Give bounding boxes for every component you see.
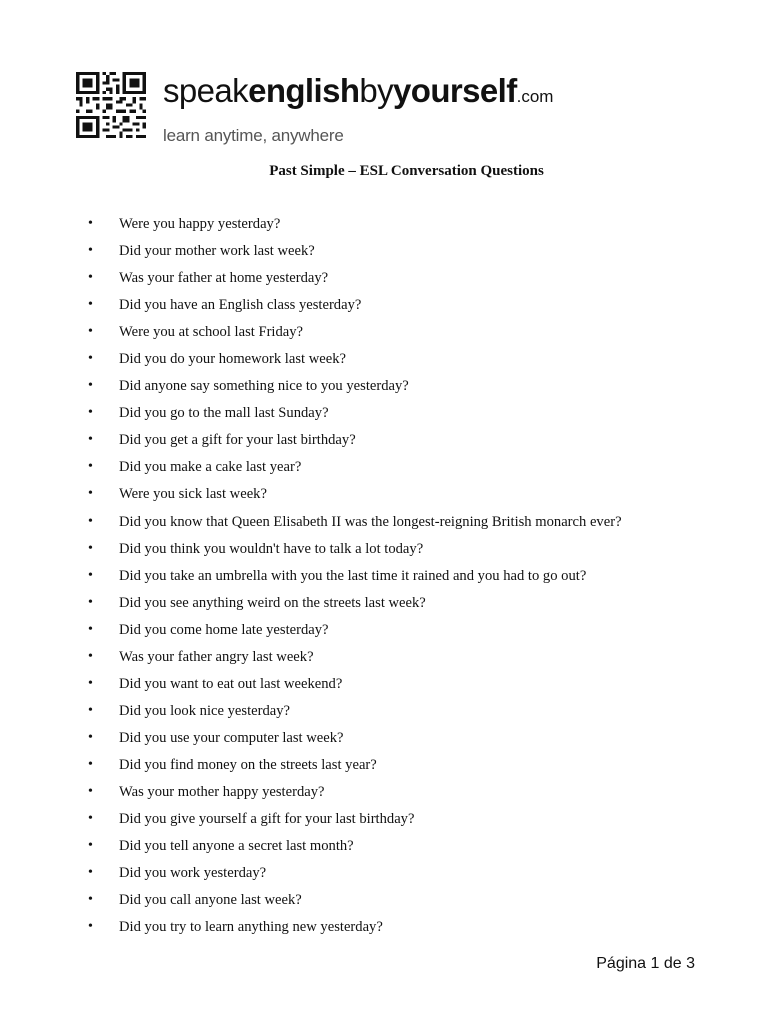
- list-item: [88, 783, 622, 810]
- question-text: Did you go to the mall last Sunday?: [119, 405, 329, 422]
- bullet-icon: •: [88, 702, 93, 718]
- question-text: Did you call anyone last week?: [119, 892, 302, 909]
- bullet-icon: •: [88, 324, 93, 340]
- bullet-icon: •: [88, 351, 93, 367]
- bullet-icon: •: [88, 216, 93, 231]
- question-text: Did you come home late yesterday?: [119, 621, 329, 638]
- list-item: [88, 540, 622, 567]
- list-item: [88, 215, 622, 242]
- question-text: Did you tell anyone a secret last month?: [119, 838, 354, 855]
- site-logo-text: [163, 72, 553, 116]
- bullet-icon: •: [88, 838, 93, 854]
- list-item: [88, 810, 622, 837]
- list-item: [88, 864, 622, 891]
- list-item: [88, 648, 622, 675]
- bullet-icon: •: [88, 540, 93, 556]
- bullet-icon: •: [88, 621, 93, 637]
- question-text: Did you try to learn anything new yesterday?: [119, 919, 383, 936]
- bullet-icon: •: [88, 729, 93, 745]
- site-header: [76, 72, 676, 145]
- question-text: Did you get a gift for your last birthday?: [119, 432, 356, 449]
- bullet-icon: •: [88, 811, 93, 827]
- list-item: [88, 431, 622, 458]
- brand-part-english: english: [248, 72, 360, 109]
- question-text: Did your mother work last week?: [119, 243, 315, 260]
- list-item: [88, 891, 622, 918]
- brand-part-yourself: yourself: [393, 72, 517, 109]
- list-item: [88, 702, 622, 729]
- question-text: Did you think you wouldn't have to talk a lot today?: [119, 540, 424, 557]
- bullet-icon: •: [88, 243, 93, 259]
- list-item: [88, 567, 622, 594]
- bullet-icon: •: [88, 405, 93, 421]
- list-item: [88, 513, 622, 540]
- question-text: Did you do your homework last week?: [119, 351, 346, 368]
- question-text: Did you give yourself a gift for your last birthday?: [119, 811, 415, 828]
- brand-block: [163, 72, 553, 146]
- list-item: [88, 350, 622, 377]
- bullet-icon: •: [88, 648, 93, 664]
- list-item: [88, 675, 622, 702]
- qr-code-icon: [76, 72, 146, 138]
- bullet-icon: •: [88, 756, 93, 772]
- list-item: [88, 242, 622, 269]
- question-text: Did you see anything weird on the streets last week?: [119, 594, 426, 611]
- bullet-icon: •: [88, 892, 93, 908]
- bullet-icon: •: [88, 297, 93, 313]
- bullet-icon: •: [88, 865, 93, 881]
- question-text: Did you have an English class yesterday?: [119, 297, 362, 314]
- bullet-icon: •: [88, 270, 93, 286]
- document-title: Past Simple – ESL Conversation Questions: [269, 163, 544, 179]
- list-item: [88, 837, 622, 864]
- list-item: [88, 296, 622, 323]
- list-item: [88, 404, 622, 431]
- bullet-icon: •: [88, 432, 93, 448]
- list-item: [88, 918, 622, 945]
- list-item: [88, 323, 622, 350]
- list-item: [88, 458, 622, 485]
- question-text: Did you look nice yesterday?: [119, 702, 291, 719]
- question-text: Did you use your computer last week?: [119, 729, 344, 746]
- brand-part-dotcom: .com: [516, 87, 554, 106]
- question-text: Did you make a cake last year?: [119, 459, 302, 476]
- bullet-icon: •: [88, 486, 93, 502]
- bullet-icon: •: [88, 513, 93, 529]
- question-text: Did you find money on the streets last year?: [119, 756, 377, 773]
- bullet-icon: •: [88, 594, 93, 610]
- bullet-icon: •: [88, 783, 93, 799]
- question-text: Were you sick last week?: [119, 486, 267, 503]
- question-text: Did anyone say something nice to you yesterday?: [119, 378, 409, 395]
- question-text: Was your father at home yesterday?: [119, 270, 329, 287]
- bullet-icon: •: [88, 675, 93, 691]
- page-number: Página 1 de 3: [596, 955, 695, 972]
- question-text: Was your mother happy yesterday?: [119, 783, 325, 800]
- list-item: [88, 377, 622, 404]
- question-text: Were you happy yesterday?: [119, 216, 281, 232]
- site-tagline: learn anytime, anywhere: [163, 126, 344, 145]
- bullet-icon: •: [88, 378, 93, 394]
- list-item: [88, 594, 622, 621]
- bullet-icon: •: [88, 919, 93, 935]
- brand-part-by: by: [359, 72, 394, 109]
- list-item: [88, 756, 622, 783]
- question-text: Did you know that Queen Elisabeth II was the longest-reigning British monarch ever?: [119, 513, 622, 530]
- question-text: Were you at school last Friday?: [119, 324, 304, 341]
- bullet-icon: •: [88, 459, 93, 475]
- bullet-icon: •: [88, 567, 93, 583]
- brand-part-speak: speak: [163, 72, 249, 109]
- list-item: [88, 269, 622, 296]
- question-text: Did you want to eat out last weekend?: [119, 675, 343, 692]
- list-item: [88, 729, 622, 756]
- question-text: Did you work yesterday?: [119, 865, 267, 882]
- question-text: Did you take an umbrella with you the last time it rained and you had to go out?: [119, 567, 587, 584]
- question-text: Was your father angry last week?: [119, 648, 314, 665]
- list-item: [88, 621, 622, 648]
- list-item: [88, 485, 622, 512]
- question-list: [88, 215, 622, 945]
